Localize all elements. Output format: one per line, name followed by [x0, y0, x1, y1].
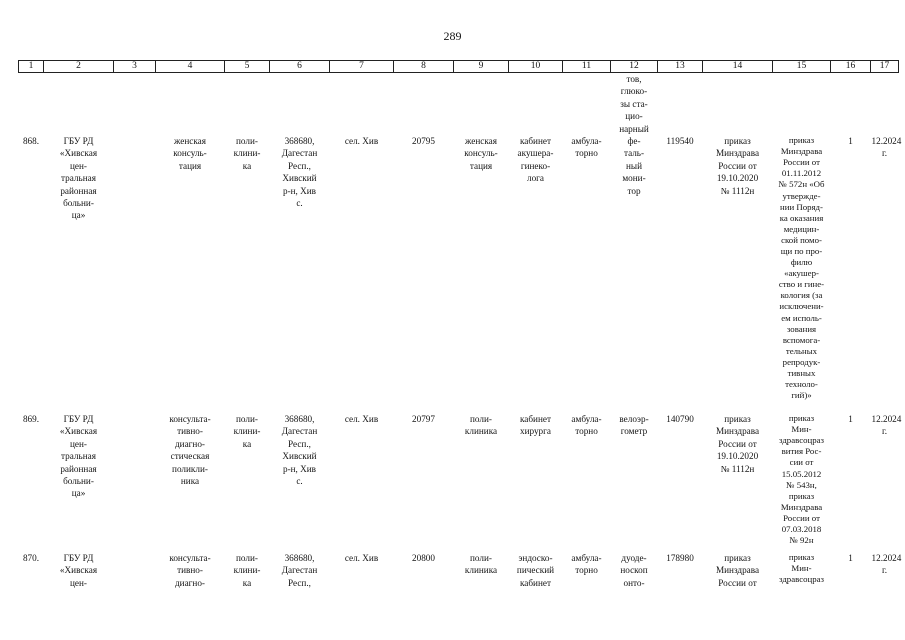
date-cell: 12.2024 г. [871, 136, 902, 159]
department-cell: консульта- тивно- диагно- [169, 553, 211, 588]
col-header: 1 [19, 61, 44, 73]
cabinet-cell: кабинет хирурга [519, 414, 552, 437]
page-number: 289 [443, 29, 462, 43]
basis-cell: приказ Мин- здравсоцраз вития Рос- сии от 15.05.2012 № 543н, приказ Минздрава России от 07.03.2018 № 92н [779, 413, 824, 546]
basis-cell: приказ Минздрава России от 01.11.2012 № 572н «Об утвержде- нии Поряд- ка оказания медицин- ской помо- щи по про- филю «акушер- ство и гине- кология (за исключени- ем исполь- зования вспомога- тельных репродук- тивных техноло- гий)» [778, 135, 825, 401]
col-header: 14 [703, 61, 773, 73]
facility-type-cell: поли- клини- ка [233, 136, 261, 171]
col-header: 4 [156, 61, 225, 73]
equipment-cell: дуоде- носкоп онто- [620, 553, 648, 588]
row-number: 868. [22, 136, 40, 147]
facility-type-cell: поли- клини- ка [233, 414, 261, 449]
price-cell: 119540 [666, 136, 694, 147]
col-header: 13 [658, 61, 703, 73]
equipment-cell: велоэр- гометр [619, 414, 649, 437]
department-cell: женская консуль- тация [173, 136, 207, 171]
equipment-cell: тов, глюко- зы ста- цио- нарный [619, 74, 649, 134]
settlement-cell: сел. Хив [344, 553, 379, 564]
quantity-cell: 1 [848, 414, 853, 425]
col-header: 12 [611, 61, 658, 73]
col-header: 16 [831, 61, 871, 73]
quantity-cell: 1 [848, 553, 853, 564]
date-cell: 12.2024 г. [871, 414, 902, 437]
address-cell: 368680, Дагестан Респ., Хивский р-н, Хив с. [281, 414, 318, 487]
quantity-cell: 1 [848, 136, 853, 147]
address-cell: 368680, Дагестан Респ., Хивский р-н, Хив с. [281, 136, 318, 209]
col-header: 3 [114, 61, 156, 73]
address-cell: 368680, Дагестан Респ., [281, 553, 318, 588]
order-cell: приказ Минздрава России от [715, 553, 760, 588]
header-row [19, 61, 899, 73]
basis-cell: приказ Мин- здравсоцраз [779, 552, 824, 585]
cabinet-cell: кабинет акушера- гинеко- лога [517, 136, 554, 184]
col-header: 11 [563, 61, 611, 73]
col-header: 8 [394, 61, 454, 73]
date-cell: 12.2024 г. [871, 553, 902, 576]
care-mode-cell: амбула- торно [571, 136, 602, 159]
unit-cell: женская консуль- тация [464, 136, 498, 171]
col-header: 6 [270, 61, 330, 73]
order-cell: приказ Минздрава России от 19.10.2020 № 1112н [715, 136, 760, 196]
price-cell: 178980 [666, 553, 694, 564]
equipment-cell: фе- таль- ный мони- тор [622, 136, 646, 196]
col-header: 9 [454, 61, 509, 73]
care-mode-cell: амбула- торно [571, 553, 602, 576]
unit-cell: поли- клиника [464, 553, 498, 576]
equipment-table [18, 60, 902, 622]
care-mode-cell: амбула- торно [571, 414, 602, 437]
col-header: 7 [330, 61, 394, 73]
code-cell: 20795 [412, 136, 435, 147]
col-header: 10 [509, 61, 563, 73]
price-cell: 140790 [666, 414, 694, 425]
settlement-cell: сел. Хив [344, 414, 379, 425]
facility-type-cell: поли- клини- ка [233, 553, 261, 588]
code-cell: 20797 [412, 414, 435, 425]
col-header: 15 [773, 61, 831, 73]
unit-cell: поли- клиника [464, 414, 498, 437]
order-cell: приказ Минздрава России от 19.10.2020 № 1112н [715, 414, 760, 474]
table-row [19, 135, 899, 413]
continued-row-fragment [19, 73, 899, 136]
col-header: 5 [225, 61, 270, 73]
organization-cell: ГБУ РД «Хивская цен- [59, 553, 98, 588]
organization-cell: ГБУ РД «Хивская цен- тральная районная больни- ца» [59, 414, 98, 499]
row-number: 869. [22, 414, 40, 425]
department-cell: консульта- тивно- диагно- стическая поликли- ника [169, 414, 211, 487]
organization-cell: ГБУ РД «Хивская цен- тральная районная больни- ца» [59, 136, 98, 221]
code-cell: 20800 [412, 553, 435, 564]
row-number: 870. [22, 553, 40, 564]
col-header: 17 [871, 61, 899, 73]
table-row [19, 552, 899, 622]
table-row [19, 413, 899, 552]
col-header: 2 [44, 61, 114, 73]
cabinet-cell: эндоско- пический кабинет [516, 553, 555, 588]
settlement-cell: сел. Хив [344, 136, 379, 147]
